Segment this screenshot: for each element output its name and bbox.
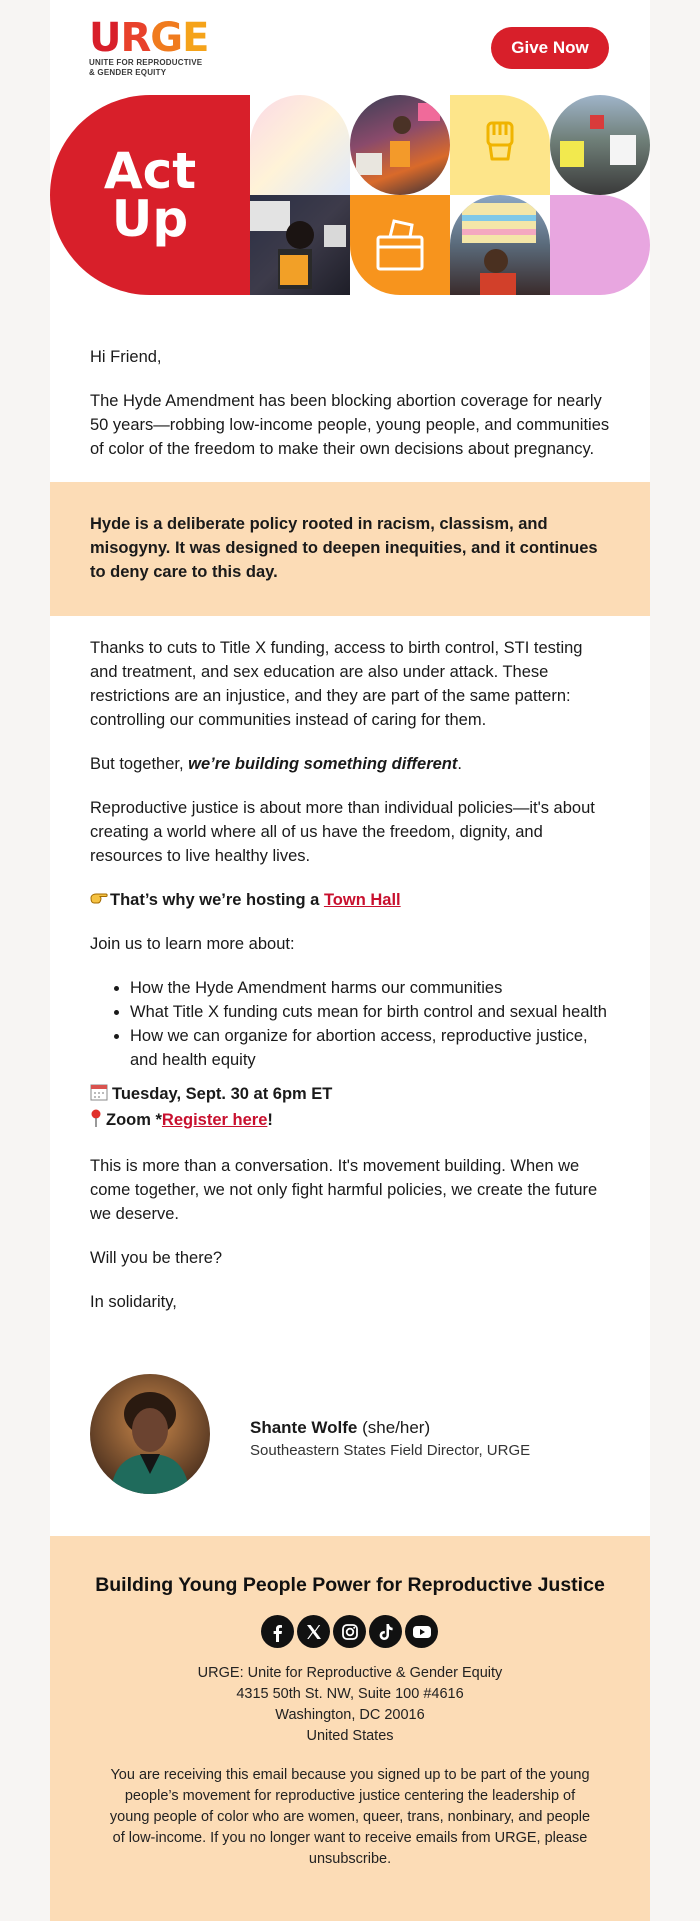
hero-photo-speaker: [250, 195, 350, 295]
x-icon[interactable]: [297, 1615, 330, 1648]
hero-banner: [50, 95, 650, 295]
calendar-icon: [90, 1083, 112, 1108]
question-line: Will you be there?: [90, 1249, 223, 1267]
footer-address: [50, 1663, 650, 1747]
hero-fist-tile: [450, 95, 550, 195]
list-item: • What Title X funding cuts mean for birth control and sexual health: [130, 1000, 610, 1024]
tiktok-icon[interactable]: [369, 1615, 402, 1648]
signature-block: [50, 1334, 650, 1499]
protest-sign-shapes-2: [550, 95, 650, 195]
hero-line-1: Act: [103, 142, 197, 200]
not-a-crisis-sign: [450, 195, 550, 295]
zoom-suffix: !: [267, 1111, 273, 1129]
greeting: Hi Friend,: [90, 348, 162, 366]
closing-line: In solidarity,: [90, 1293, 177, 1311]
footer-org: URGE: Unite for Reproductive & Gender Equity: [197, 1665, 503, 1681]
urge-logo[interactable]: [89, 15, 209, 78]
email-footer: [50, 1536, 650, 1921]
footer-city: Washington, DC 20016: [275, 1707, 425, 1723]
intro-paragraph: The Hyde Amendment has been blocking abortion coverage for nearly 50 years—robbing low-income people, young people, and communities of color of the freedom to make their own decisions about pregnancy.: [90, 392, 610, 458]
instagram-icon[interactable]: [333, 1615, 366, 1648]
together-paragraph: [90, 752, 610, 776]
pointing-hand-icon: [90, 888, 110, 912]
protest-sign-shapes: [350, 95, 450, 195]
title-x-paragraph: Thanks to cuts to Title X funding, access to birth control, STI testing and treatment, and sex education are also under attack. These restrictions are an injustice, and they are part of the same pattern: controlling our communities instead of caring for them.: [90, 639, 583, 729]
logo-wordmark: URGE: [89, 15, 209, 61]
email-header: [50, 0, 650, 95]
together-prefix: But together,: [90, 755, 189, 773]
hero-ballot-tile: [350, 195, 450, 295]
logo-subtitle-2: & GENDER EQUITY: [89, 68, 167, 77]
event-date: Tuesday, Sept. 30 at 6pm ET: [112, 1085, 333, 1103]
signer-name: Shante Wolfe: [250, 1418, 358, 1437]
logo-subtitle-1: UNITE FOR REPRODUCTIVE: [89, 58, 203, 67]
give-now-button[interactable]: Give Now: [491, 27, 609, 69]
hero-line-2: Up: [111, 190, 189, 248]
act-up-tile: [50, 95, 250, 295]
signer-title: Southeastern States Field Director, URGE: [250, 1442, 531, 1459]
hero-pink-tile: [550, 195, 650, 295]
zoom-prefix: Zoom *: [106, 1111, 162, 1129]
footer-street: 4315 50th St. NW, Suite 100 #4616: [236, 1686, 464, 1702]
topics-list: [90, 976, 610, 1072]
list-item: • How the Hyde Amendment harms our communities: [130, 976, 610, 1000]
hero-photo-protest-2: [550, 95, 650, 195]
footer-disclaimer: You are receiving this email because you signed up to be part of the young people’s movement for reproductive justice centering the leadership of young people of color who are women, queer, trans, nonbinary, and people of low-income. If you no longer want to receive emails from URGE, please unsubscribe.: [109, 1767, 591, 1867]
together-emphasis: we’re building something different: [188, 755, 458, 773]
pushpin-icon: [90, 1109, 106, 1134]
email-container: [50, 0, 650, 1921]
hero-gradient-tile: [250, 95, 350, 195]
footer-heading: Building Young People Power for Reproductive Justice: [95, 1574, 605, 1596]
movement-paragraph: This is more than a conversation. It's movement building. When we come together, we not only fight harmful policies, we create the future we deserve.: [90, 1157, 598, 1223]
email-body: [50, 295, 650, 1314]
footer-country: United States: [306, 1728, 394, 1744]
town-hall-line: [90, 888, 610, 912]
callout-box: [50, 482, 650, 616]
raised-fist-icon: [450, 95, 550, 195]
hero-photo-not-a-crisis: [450, 195, 550, 295]
hero-photo-protest-1: [350, 95, 450, 195]
avatar: [90, 1374, 210, 1494]
signer-pronouns: (she/her): [357, 1418, 431, 1437]
together-suffix: .: [457, 755, 462, 773]
register-link[interactable]: Register here: [161, 1111, 268, 1129]
callout-text: Hyde is a deliberate policy rooted in racism, classism, and misogyny. It was designed to deepen inequities, and it continues to deny care to this day.: [90, 515, 598, 581]
youtube-icon[interactable]: [405, 1615, 438, 1648]
zoom-line: [90, 1108, 610, 1134]
facebook-icon[interactable]: [261, 1615, 294, 1648]
town-hall-prefix: That’s why we’re hosting a: [110, 891, 324, 909]
town-hall-link[interactable]: Town Hall: [323, 891, 401, 909]
signature-name-line: [250, 1418, 430, 1438]
list-item: • How we can organize for abortion access, reproductive justice, and health equity: [130, 1024, 610, 1072]
join-text: Join us to learn more about:: [90, 935, 295, 953]
speaker-sign-shapes: [250, 195, 350, 295]
ballot-box-icon: [350, 195, 450, 295]
social-links: [261, 1615, 438, 1648]
reproductive-justice-paragraph: Reproductive justice is about more than individual policies—it's about creating a world where all of us have the freedom, dignity, and resources to live healthy lives.: [90, 799, 595, 865]
event-date-line: [90, 1082, 610, 1108]
